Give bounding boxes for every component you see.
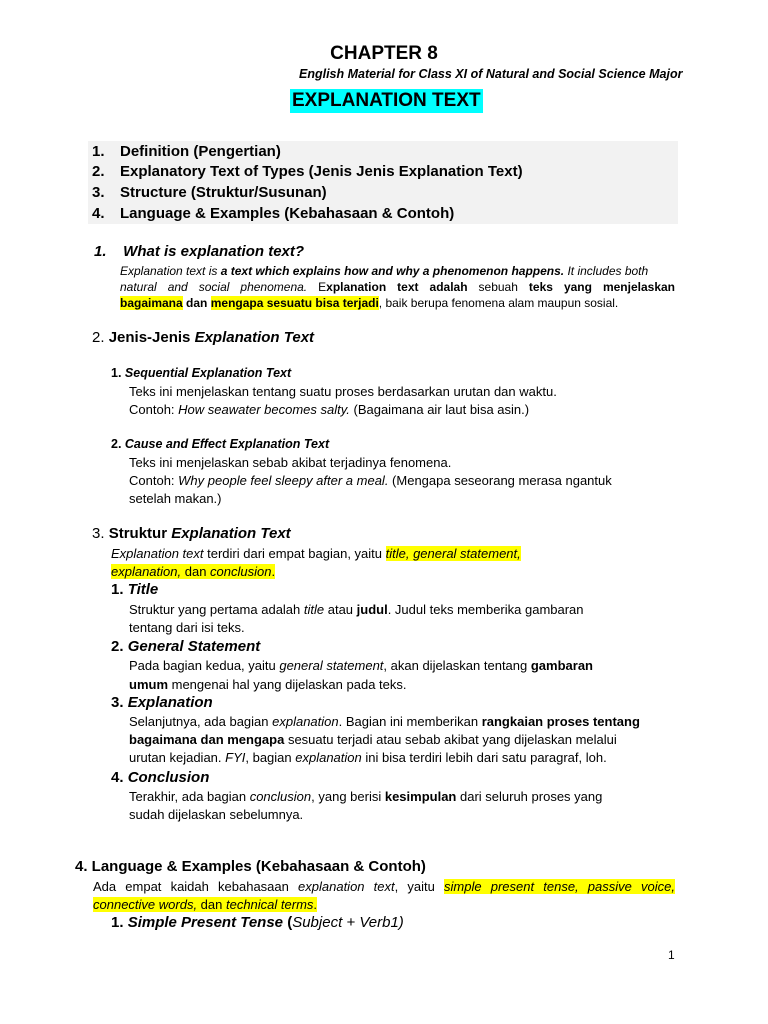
toc-item-structure: Structure (Struktur/Susunan)	[120, 184, 327, 201]
highlight: mengapa sesuatu bisa terjadi	[210, 296, 379, 310]
section1-heading: 1. What is explanation text?	[94, 243, 305, 260]
text-span: mengenai hal yang dijelaskan pada teks.	[168, 677, 407, 692]
text-span: Explanation text is	[120, 264, 221, 278]
text-span: 3.	[92, 525, 109, 542]
text-span: connective words,	[93, 897, 198, 912]
document-subtitle: English Material for Class XI of Natural and Social Science Major	[299, 67, 683, 81]
text-span: 1.	[111, 914, 128, 931]
text-span: It includes both	[564, 264, 649, 278]
section4-line2	[93, 896, 317, 914]
text-span: conclusion	[210, 564, 272, 579]
text-span: dan	[181, 564, 211, 579]
text-span: 1.	[111, 581, 128, 598]
text-span: Explanation	[127, 694, 213, 711]
text-span: Struktur	[108, 525, 172, 542]
text-span: xplanation text adalah	[326, 280, 468, 294]
text-span: Contoh:	[129, 473, 179, 488]
page-number: 1	[668, 948, 675, 962]
part-general-line1	[129, 657, 593, 675]
text-span: judul	[356, 602, 388, 617]
part-general-line2	[129, 676, 407, 694]
text-span: . Judul teks memberika gambaran	[387, 602, 584, 617]
text-span: 1.	[111, 366, 125, 380]
text-span: general statement	[279, 658, 384, 673]
part-explanation-line1	[129, 713, 640, 731]
text-span: Terakhir, ada bagian	[129, 789, 250, 804]
toc-item-definition: Definition (Pengertian)	[120, 143, 281, 160]
text-span: kesimpulan	[384, 789, 457, 804]
text-span: . Bagian ini memberikan	[338, 714, 482, 729]
text-span: Ada empat kaidah kebahasaan	[93, 879, 299, 894]
type1-heading	[111, 366, 291, 380]
toc-item-language: Language & Examples (Kebahasaan & Contoh)	[120, 205, 455, 222]
part-title-line2: tentang dari isi teks.	[129, 620, 245, 635]
text-span: , bagian	[245, 750, 296, 765]
text-span: urutan kejadian.	[129, 750, 226, 765]
text-span: title	[303, 602, 325, 617]
text-span: , yaitu	[394, 879, 445, 894]
text-span: How seawater becomes salty.	[178, 402, 350, 417]
text-span: atau	[324, 602, 357, 617]
toc-number: 3.	[92, 184, 105, 201]
text-span: General Statement	[127, 638, 261, 655]
text-span: dan	[197, 897, 226, 912]
text-span: E	[318, 280, 327, 294]
text-span: FYI	[225, 750, 246, 765]
section3-intro-line1	[111, 545, 521, 563]
text-span: Jenis-Jenis	[108, 329, 195, 346]
part-title-line1	[129, 601, 584, 619]
text-span: 2.	[92, 329, 109, 346]
type2-description: Teks ini menjelaskan sebab akibat terjadinya fenomena.	[129, 455, 452, 470]
text-span: Sequential Explanation Text	[124, 366, 292, 380]
part-conclusion-heading	[111, 769, 209, 786]
part-conclusion-line2: sudah dijelaskan sebelumnya.	[129, 807, 304, 822]
text-span: (Bagaimana air laut bisa asin.)	[349, 402, 530, 417]
text-span: teks yang menjelaskan	[528, 280, 675, 294]
text-span: , yang berisi	[311, 789, 385, 804]
toc-number: 1.	[92, 143, 105, 160]
text-span: Simple Present Tense	[127, 914, 284, 931]
type2-example	[129, 472, 612, 490]
part-explanation-line3	[129, 749, 607, 767]
part-title-heading	[111, 581, 158, 598]
page-title: EXPLANATION TEXT	[292, 90, 481, 111]
text-span: terdiri dari empat bagian, yaitu	[203, 546, 386, 561]
text-span: ini bisa terdiri lebih dari satu paragraf, loh.	[361, 750, 607, 765]
text-span: Why people feel sleepy after a meal.	[178, 473, 389, 488]
text-span: sesuatu terjadi atau sebab akibat yang dijelaskan melalui	[284, 732, 617, 747]
section4-heading: 4. Language & Examples (Kebahasaan & Contoh)	[75, 858, 426, 875]
text-span: gambaran	[530, 658, 593, 673]
text-span: 4.	[111, 769, 128, 786]
part-explanation-line2	[129, 731, 617, 749]
toc-item-types: Explanatory Text of Types (Jenis Jenis Explanation Text)	[120, 163, 523, 180]
section3-intro-line2	[111, 563, 275, 581]
text-span: dari seluruh proses yang	[456, 789, 603, 804]
toc-number: 2.	[92, 163, 105, 180]
toc-number: 4.	[92, 205, 105, 222]
text-span: Title	[127, 581, 159, 598]
text-span: explanation text	[298, 879, 395, 894]
type2-heading	[111, 437, 329, 451]
type1-example	[129, 401, 529, 419]
text-span: 3.	[111, 694, 128, 711]
text-span: 2.	[111, 638, 128, 655]
text-span: .	[271, 564, 276, 579]
text-span: dan	[182, 296, 211, 310]
text-span: (Mengapa seseorang merasa ngantuk	[388, 473, 612, 488]
text-span: Pada bagian kedua, yaitu	[129, 658, 280, 673]
highlight	[111, 564, 275, 579]
text-span: conclusion	[249, 789, 312, 804]
text-span: rangkaian proses tentang	[481, 714, 640, 729]
text-span: Cause and Effect Explanation Text	[124, 437, 330, 451]
type2-example-continued: setelah makan.)	[129, 491, 222, 506]
text-span: Struktur yang pertama adalah	[129, 602, 304, 617]
section4-line1	[93, 878, 675, 896]
text-span: sebuah	[467, 280, 529, 294]
text-span: 2.	[111, 437, 125, 451]
part-conclusion-line1	[129, 788, 602, 806]
text-span: Explanation Text	[194, 329, 315, 346]
highlight	[93, 897, 317, 912]
text-span: , akan dijelaskan tentang	[383, 658, 531, 673]
text-span: natural and social phenomena.	[120, 280, 319, 294]
type1-description: Teks ini menjelaskan tentang suatu proses berdasarkan urutan dan waktu.	[129, 384, 557, 399]
text-span: Subject + Verb1)	[292, 914, 404, 931]
text-span: a text which explains how and why a phenomenon happens.	[220, 264, 565, 278]
section1-line2	[120, 279, 675, 295]
text-span: (	[283, 914, 293, 931]
text-span: umum	[129, 677, 168, 692]
highlight: bagaimana	[120, 296, 183, 310]
section2-heading	[92, 329, 314, 346]
highlight: simple present tense, passive voice,	[444, 879, 675, 894]
section3-heading	[92, 525, 291, 542]
text-span: technical terms	[225, 897, 314, 912]
text-span: Explanation Text	[171, 525, 291, 542]
section1-line1	[120, 263, 675, 279]
text-span: Explanation text	[111, 546, 204, 561]
chapter-title: CHAPTER 8	[330, 43, 438, 64]
text-span: Contoh:	[129, 402, 179, 417]
highlight: title, general statement,	[385, 546, 521, 561]
text-span: explanation,	[111, 564, 182, 579]
part-explanation-heading	[111, 694, 213, 711]
text-span: .	[313, 897, 318, 912]
part-general-heading	[111, 638, 260, 655]
section1-line3	[120, 295, 618, 311]
text-span: , baik berupa fenomena alam maupun sosial.	[378, 296, 619, 310]
text-span: bagaimana dan mengapa	[129, 732, 285, 747]
section4-sub1-heading	[111, 914, 404, 931]
text-span: Conclusion	[127, 769, 210, 786]
text-span: explanation	[272, 714, 339, 729]
text-span: Selanjutnya, ada bagian	[129, 714, 273, 729]
text-span: explanation	[295, 750, 362, 765]
